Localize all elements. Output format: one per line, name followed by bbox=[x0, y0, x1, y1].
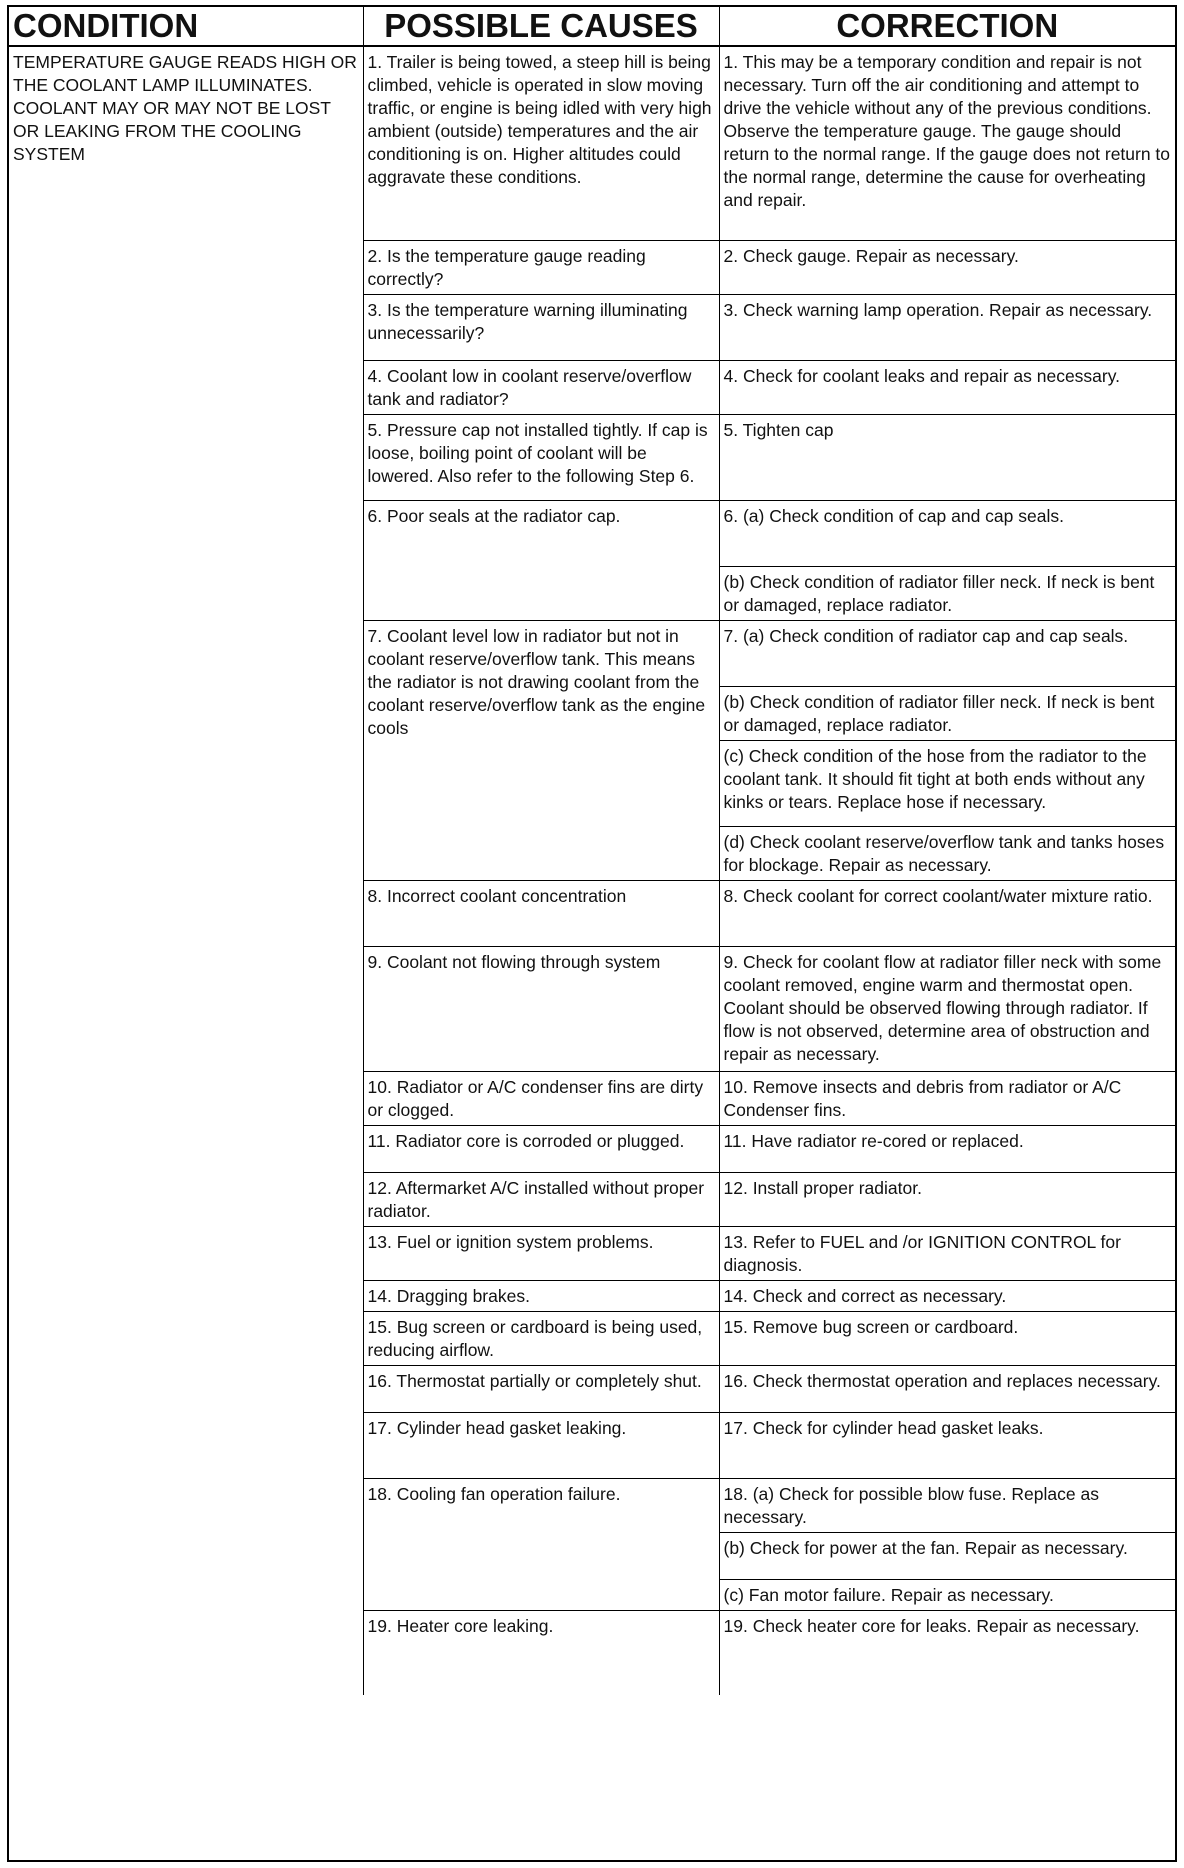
cause-cell: 4. Coolant low in coolant reserve/overflow tank and radiator? bbox=[363, 360, 719, 414]
correction-cell: 7. (a) Check condition of radiator cap and cap seals. bbox=[719, 620, 1175, 686]
condition-cell: TEMPERATURE GAUGE READS HIGH OR THE COOLANT LAMP ILLUMINATES. COOLANT MAY OR MAY NOT BE LOST OR LEAKING FROM THE COOLING SYSTEM bbox=[13, 52, 357, 164]
correction-cell: (b) Check condition of radiator filler neck. If neck is bent or damaged, replace radiator. bbox=[719, 566, 1175, 620]
cause-cell: 19. Heater core leaking. bbox=[363, 1610, 719, 1695]
correction-cell: 14. Check and correct as necessary. bbox=[719, 1280, 1175, 1311]
cause-cell: 18. Cooling fan operation failure. bbox=[363, 1478, 719, 1610]
causes-header: POSSIBLE CAUSES bbox=[363, 7, 719, 46]
cause-cell: 11. Radiator core is corroded or plugged. bbox=[363, 1125, 719, 1172]
cause-cell: 7. Coolant level low in radiator but not in coolant reserve/overflow tank. This means the radiator is not drawing coolant from the coolant reserve/overflow tank as the engine cools bbox=[363, 620, 719, 880]
correction-cell: (b) Check for power at the fan. Repair as necessary. bbox=[719, 1532, 1175, 1579]
correction-cell: 1. This may be a temporary condition and repair is not necessary. Turn off the air conditioning and attempt to drive the vehicle without any of the previous conditions. Observe the temperature gauge. The gauge should return to the normal range. If the gauge does not return to the normal range, determine the cause for overheating and repair. bbox=[719, 46, 1175, 240]
correction-cell: (d) Check coolant reserve/overflow tank and tanks hoses for blockage. Repair as necessary. bbox=[719, 826, 1175, 880]
correction-cell: 16. Check thermostat operation and replaces necessary. bbox=[719, 1365, 1175, 1412]
header-row bbox=[9, 7, 1175, 46]
cause-cell: 1. Trailer is being towed, a steep hill is being climbed, vehicle is operated in slow moving traffic, or engine is being idled with very high ambient (outside) temperatures and the air conditioning is on. Higher altitudes could aggravate these conditions. bbox=[363, 46, 719, 240]
cause-cell: 16. Thermostat partially or completely shut. bbox=[363, 1365, 719, 1412]
correction-header: CORRECTION bbox=[719, 7, 1175, 46]
cause-cell: 5. Pressure cap not installed tightly. If cap is loose, boiling point of coolant will be lowered. Also refer to the following Step 6. bbox=[363, 414, 719, 500]
correction-cell: (c) Check condition of the hose from the radiator to the coolant tank. It should fit tight at both ends without any kinks or tears. Replace hose if necessary. bbox=[719, 740, 1175, 826]
cause-cell: 6. Poor seals at the radiator cap. bbox=[363, 500, 719, 620]
diagnosis-table bbox=[9, 7, 1175, 1695]
correction-cell: 12. Install proper radiator. bbox=[719, 1172, 1175, 1226]
correction-cell: 8. Check coolant for correct coolant/water mixture ratio. bbox=[719, 880, 1175, 946]
correction-cell: (b) Check condition of radiator filler neck. If neck is bent or damaged, replace radiator. bbox=[719, 686, 1175, 740]
cause-cell: 12. Aftermarket A/C installed without proper radiator. bbox=[363, 1172, 719, 1226]
cause-cell: 14. Dragging brakes. bbox=[363, 1280, 719, 1311]
correction-cell: 15. Remove bug screen or cardboard. bbox=[719, 1311, 1175, 1365]
cause-cell: 10. Radiator or A/C condenser fins are dirty or clogged. bbox=[363, 1071, 719, 1125]
correction-cell: 4. Check for coolant leaks and repair as necessary. bbox=[719, 360, 1175, 414]
correction-cell: 11. Have radiator re-cored or replaced. bbox=[719, 1125, 1175, 1172]
cause-cell: 8. Incorrect coolant concentration bbox=[363, 880, 719, 946]
correction-cell: 18. (a) Check for possible blow fuse. Replace as necessary. bbox=[719, 1478, 1175, 1532]
correction-cell: 9. Check for coolant flow at radiator filler neck with some coolant removed, engine warm and thermostat open. Coolant should be observed flowing through radiator. If flow is not observed, determine area of obstruction and repair as necessary. bbox=[719, 946, 1175, 1071]
cause-cell: 17. Cylinder head gasket leaking. bbox=[363, 1412, 719, 1478]
correction-cell: 3. Check warning lamp operation. Repair as necessary. bbox=[719, 294, 1175, 360]
cause-cell: 2. Is the temperature gauge reading correctly? bbox=[363, 240, 719, 294]
correction-cell: 10. Remove insects and debris from radiator or A/C Condenser fins. bbox=[719, 1071, 1175, 1125]
diagnosis-table-sheet bbox=[7, 5, 1177, 1862]
correction-cell: 17. Check for cylinder head gasket leaks. bbox=[719, 1412, 1175, 1478]
correction-cell: 13. Refer to FUEL and /or IGNITION CONTROL for diagnosis. bbox=[719, 1226, 1175, 1280]
correction-cell: 6. (a) Check condition of cap and cap seals. bbox=[719, 500, 1175, 566]
correction-cell: 2. Check gauge. Repair as necessary. bbox=[719, 240, 1175, 294]
cause-cell: 13. Fuel or ignition system problems. bbox=[363, 1226, 719, 1280]
cause-cell: 15. Bug screen or cardboard is being used, reducing airflow. bbox=[363, 1311, 719, 1365]
correction-cell: (c) Fan motor failure. Repair as necessary. bbox=[719, 1579, 1175, 1610]
cause-cell: 9. Coolant not flowing through system bbox=[363, 946, 719, 1071]
cause-cell: 3. Is the temperature warning illuminating unnecessarily? bbox=[363, 294, 719, 360]
correction-cell: 5. Tighten cap bbox=[719, 414, 1175, 500]
condition-header: CONDITION bbox=[9, 7, 363, 46]
correction-cell: 19. Check heater core for leaks. Repair as necessary. bbox=[719, 1610, 1175, 1695]
table-row bbox=[9, 46, 1175, 240]
